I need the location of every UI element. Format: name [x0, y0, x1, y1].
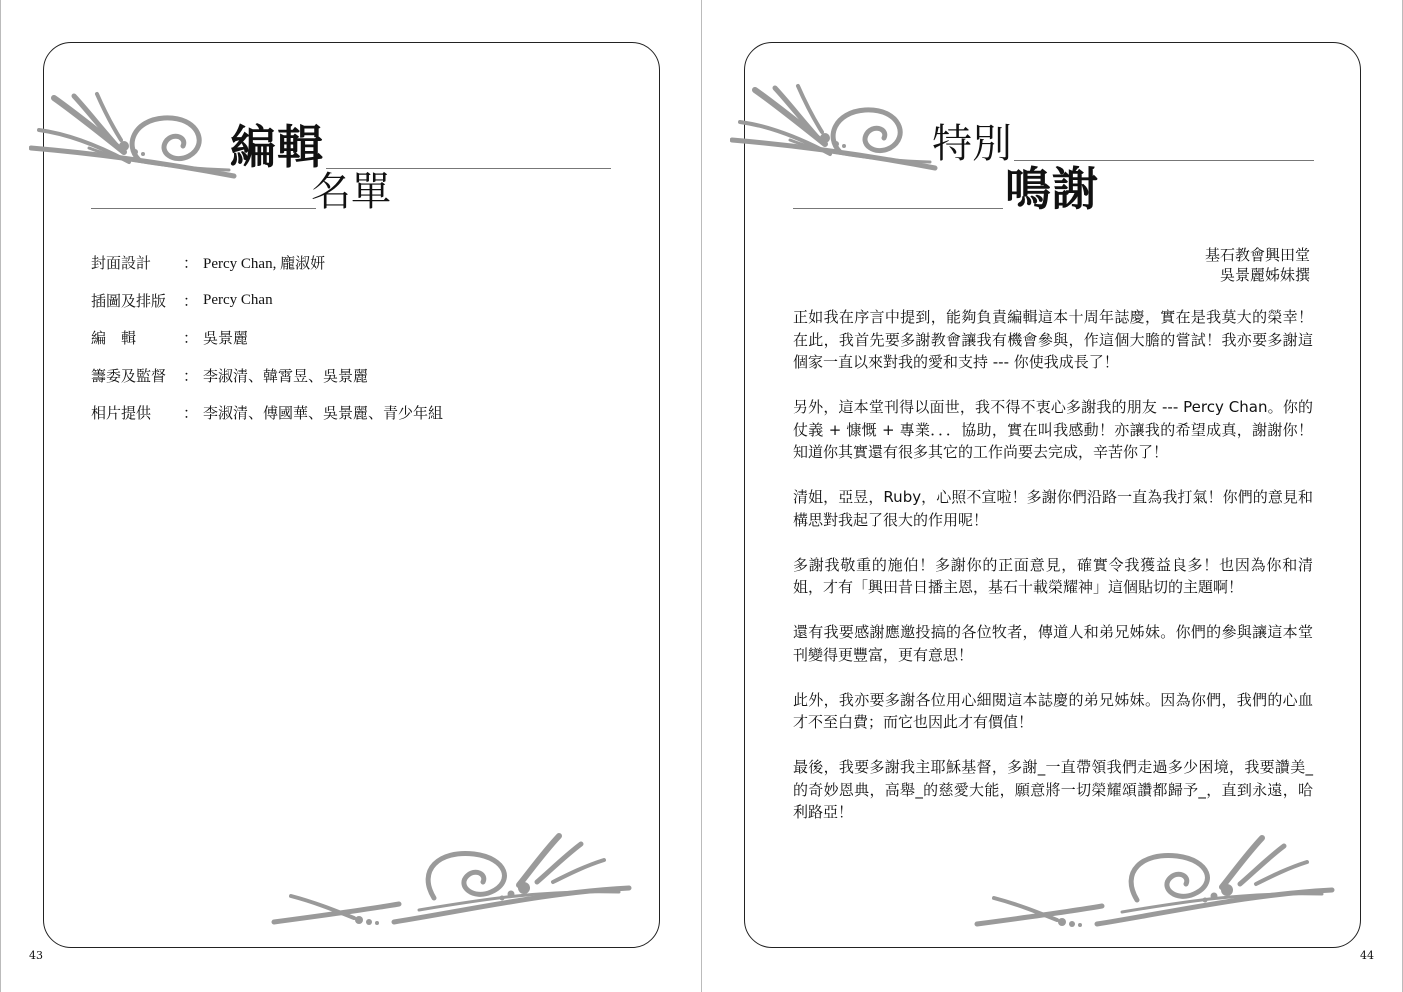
credit-colon: ： [183, 404, 199, 423]
credit-colon: ： [183, 366, 199, 385]
credit-value: 李淑清、傅國華、吳景麗、青少年組 [203, 406, 444, 423]
credits-list [91, 244, 443, 432]
signature-church: 基石教會興田堂 [1204, 246, 1310, 264]
credit-colon: ： [183, 254, 199, 273]
page-number: 44 [1360, 949, 1374, 962]
credit-row [91, 319, 443, 357]
credit-colon: ： [183, 329, 199, 348]
credit-value: Percy Chan, 龐淑妍 [203, 256, 326, 273]
credit-label: 封面設計 [91, 254, 152, 273]
page-subtitle: 名單 [311, 169, 391, 215]
credit-value: 吳景麗 [203, 331, 249, 348]
title-rule-bottom [793, 208, 1003, 209]
paragraph: 最後，我要多謝我主耶穌基督，多謝_一直帶領我們走過多少困境，我要讚美_的奇妙恩典，高舉_的慈愛大能，願意將一切榮耀頌讚都歸予_，直到永遠，哈利路亞！ [793, 758, 1313, 821]
page-title: 特別 [932, 121, 1012, 167]
credit-row [91, 282, 443, 320]
signature-author: 吳景麗姊妹撰 [1219, 266, 1310, 284]
paragraph: 另外，這本堂刊得以面世，我不得不衷心多謝我的朋友 --- Percy Chan。你的仗義 + 慷慨 + 專業．．．協助，實在叫我感動！亦讓我的希望成真，謝謝你！知道你其實還有很多其它的工作尚要去完成，辛苦你了！ [793, 398, 1313, 461]
author-signature [1205, 245, 1310, 285]
paragraph: 清姐，亞昱，Ruby，心照不宣啦！多謝你們沿路一直為我打氣！你們的意見和構思對我起了很大的作用呢！ [793, 488, 1313, 529]
page-number: 43 [29, 949, 43, 962]
credit-label: 相片提供 [91, 404, 152, 423]
swirl-ornament-top [29, 90, 249, 185]
credit-value: 李淑清、韓霄昱、吳景麗 [203, 368, 369, 385]
right-page [701, 0, 1403, 992]
title-rule-top [1014, 160, 1314, 161]
acknowledgement-body [793, 306, 1313, 846]
credit-label: 籌委及監督 [91, 366, 167, 385]
paragraph: 還有我要感謝應邀投搞的各位牧者，傳道人和弟兄姊妹。你們的參與讓這本堂刊變得更豐富，更有意思！ [793, 623, 1313, 664]
credit-row [91, 394, 443, 432]
swirl-ornament-bottom [972, 832, 1337, 932]
title-rule-bottom [91, 208, 316, 209]
page-subtitle: 鳴謝 [1005, 162, 1099, 216]
paragraph: 此外，我亦要多謝各位用心細閱這本誌慶的弟兄姊妹。因為你們，我們的心血才不至白費；而它也因此才有價值！ [793, 690, 1313, 731]
credit-value: Percy Chan [203, 291, 273, 308]
credit-row [91, 357, 443, 395]
credit-colon: ： [183, 291, 199, 310]
paragraph: 多謝我敬重的施伯！多謝你的正面意見，確實令我獲益良多！也因為你和清姐，才有「興田昔日播主恩，基石十載榮耀神」這個貼切的主題啊！ [793, 555, 1313, 596]
credit-label: 編 輯 [91, 329, 137, 348]
page-title: 編輯 [230, 120, 324, 174]
swirl-ornament-bottom [269, 830, 634, 930]
swirl-ornament-top [730, 82, 950, 177]
credit-label: 插圖及排版 [91, 291, 167, 310]
paragraph: 正如我在序言中提到，能夠負責編輯這本十周年誌慶，實在是我莫大的榮幸！在此，我首先要多謝教會讓我有機會參與，作這個大膽的嘗試！我亦要多謝這個家一直以來對我的愛和支持 --- 你使我成長了！ [793, 308, 1313, 371]
credit-row [91, 244, 443, 282]
